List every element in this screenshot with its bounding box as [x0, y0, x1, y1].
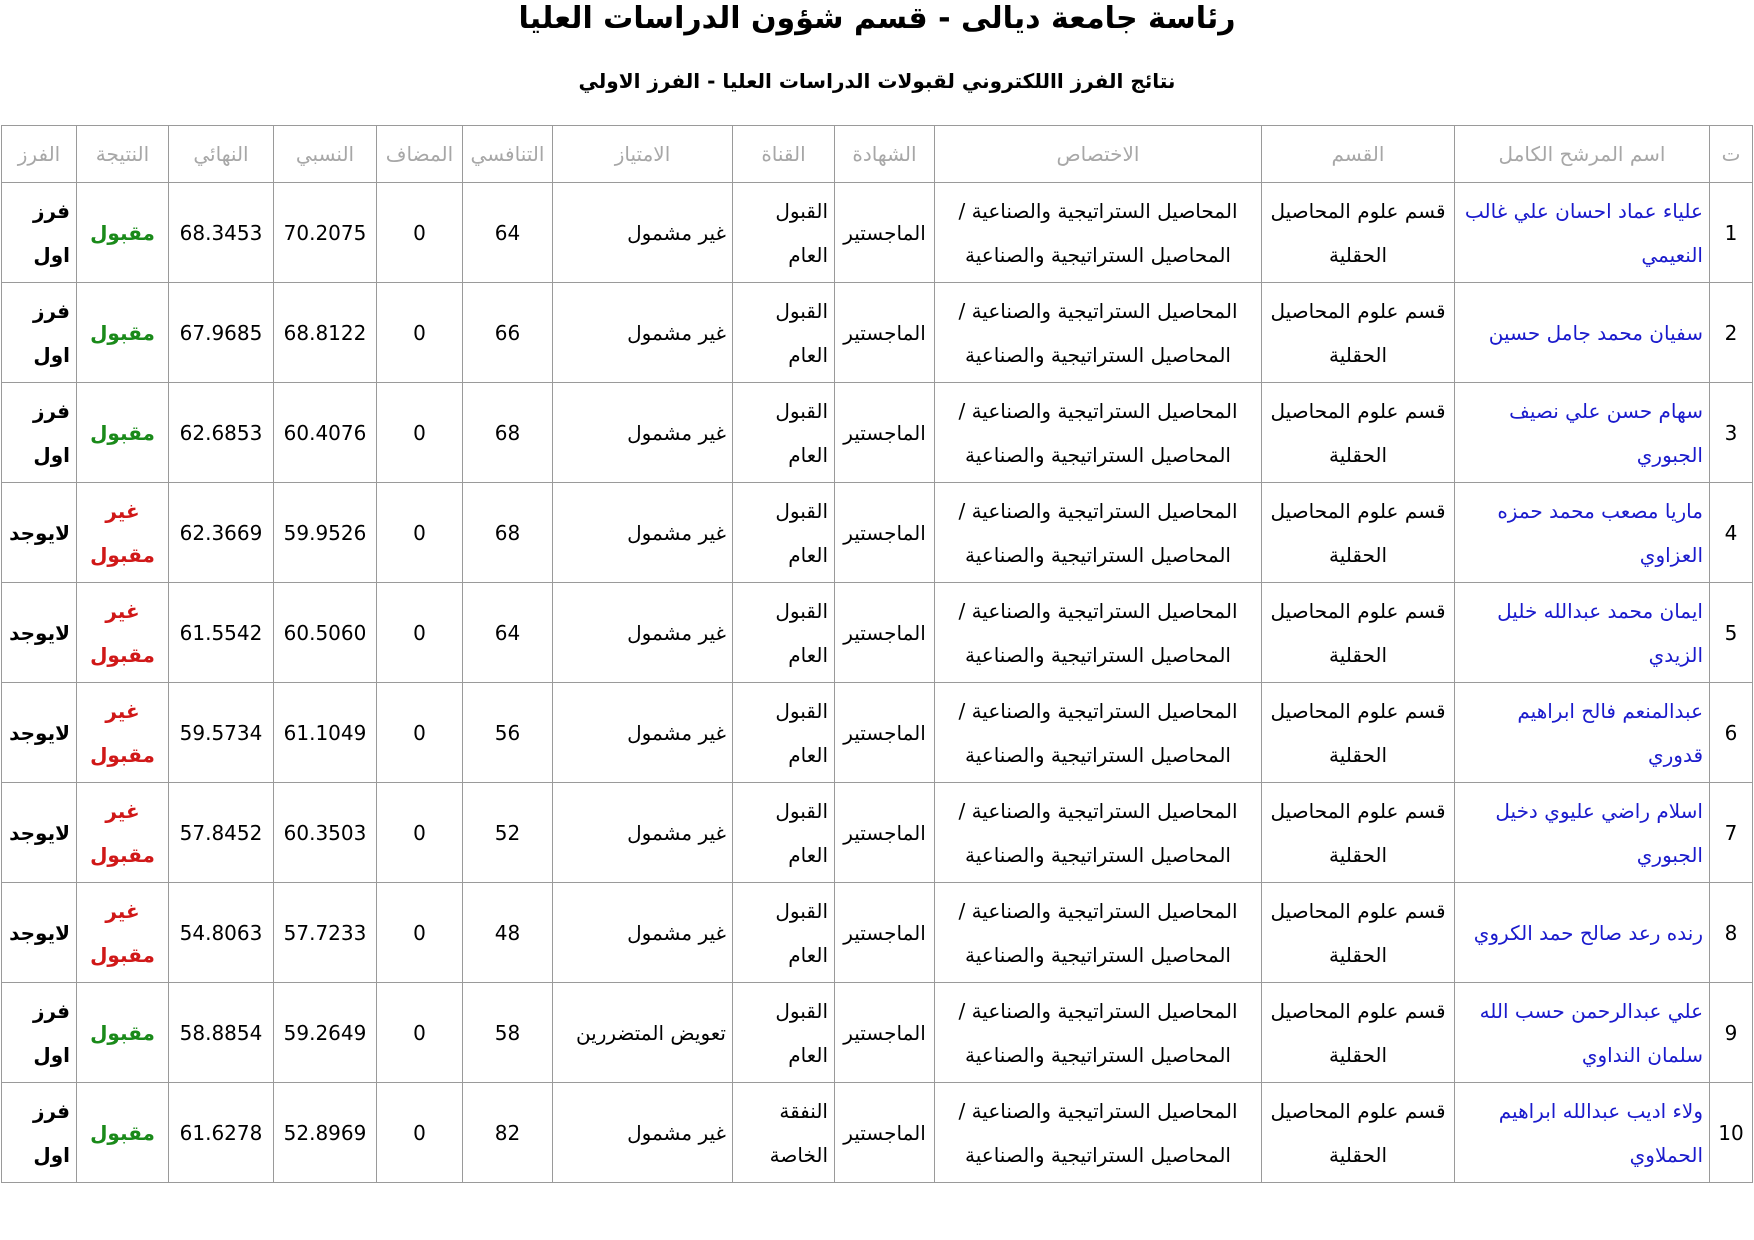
cell-sort: فرز اول [2, 1083, 77, 1183]
page-subtitle: نتائج الفرز االلكتروني لقبولات الدراسات العليا - الفرز الاولي [578, 69, 1176, 93]
cell-dept: قسم علوم المحاصيل الحقلية [1262, 383, 1455, 483]
cell-added: 0 [377, 683, 463, 783]
cell-name: علي عبدالرحمن حسب الله سلمان النداوي [1455, 983, 1710, 1083]
cell-cert: الماجستير [835, 1083, 935, 1183]
cell-name: سفيان محمد جامل حسين [1455, 283, 1710, 383]
cell-name: ولاء اديب عبدالله ابراهيم الحملاوي [1455, 1083, 1710, 1183]
cell-privilege: غير مشمول [553, 1083, 733, 1183]
cell-idx: 8 [1710, 883, 1753, 983]
cell-final: 58.8854 [169, 983, 274, 1083]
table-row [2, 683, 1753, 783]
col-header-idx: ت [1710, 126, 1753, 183]
cell-sort: فرز اول [2, 383, 77, 483]
cell-idx: 1 [1710, 183, 1753, 283]
cell-competitive: 64 [463, 183, 553, 283]
cell-competitive: 82 [463, 1083, 553, 1183]
table-row [2, 183, 1753, 283]
cell-final: 54.8063 [169, 883, 274, 983]
col-header-spec: الاختصاص [935, 126, 1262, 183]
cell-channel: القبول العام [733, 783, 835, 883]
cell-cert: الماجستير [835, 183, 935, 283]
cell-idx: 10 [1710, 1083, 1753, 1183]
cell-name: اسلام راضي عليوي دخيل الجبوري [1455, 783, 1710, 883]
cell-privilege: غير مشمول [553, 383, 733, 483]
cell-cert: الماجستير [835, 483, 935, 583]
cell-name: سهام حسن علي نصيف الجبوري [1455, 383, 1710, 483]
cell-cert: الماجستير [835, 283, 935, 383]
cell-name: ماريا مصعب محمد حمزه العزاوي [1455, 483, 1710, 583]
cell-cert: الماجستير [835, 783, 935, 883]
cell-idx: 9 [1710, 983, 1753, 1083]
cell-cert: الماجستير [835, 983, 935, 1083]
cell-sort: لايوجد [2, 883, 77, 983]
cell-dept: قسم علوم المحاصيل الحقلية [1262, 583, 1455, 683]
cell-added: 0 [377, 183, 463, 283]
cell-sort: فرز اول [2, 283, 77, 383]
cell-idx: 2 [1710, 283, 1753, 383]
cell-final: 57.8452 [169, 783, 274, 883]
cell-privilege: غير مشمول [553, 183, 733, 283]
cell-channel: القبول العام [733, 283, 835, 383]
cell-competitive: 64 [463, 583, 553, 683]
cell-sort: فرز اول [2, 183, 77, 283]
cell-competitive: 48 [463, 883, 553, 983]
cell-idx: 4 [1710, 483, 1753, 583]
cell-final: 62.6853 [169, 383, 274, 483]
col-header-result: النتيجة [77, 126, 169, 183]
cell-added: 0 [377, 883, 463, 983]
cell-channel: القبول العام [733, 583, 835, 683]
cell-sort: فرز اول [2, 983, 77, 1083]
page-title: رئاسة جامعة ديالى - قسم شؤون الدراسات العليا [518, 1, 1236, 36]
cell-cert: الماجستير [835, 883, 935, 983]
cell-sort: لايوجد [2, 783, 77, 883]
cell-sort: لايوجد [2, 483, 77, 583]
cell-privilege: تعويض المتضررين [553, 983, 733, 1083]
cell-dept: قسم علوم المحاصيل الحقلية [1262, 183, 1455, 283]
cell-privilege: غير مشمول [553, 883, 733, 983]
cell-final: 61.6278 [169, 1083, 274, 1183]
col-header-channel: القناة [733, 126, 835, 183]
cell-privilege: غير مشمول [553, 783, 733, 883]
cell-spec: المحاصيل الستراتيجية والصناعية / المحاصيل الستراتيجية والصناعية [935, 683, 1262, 783]
cell-spec: المحاصيل الستراتيجية والصناعية / المحاصيل الستراتيجية والصناعية [935, 183, 1262, 283]
cell-added: 0 [377, 283, 463, 383]
col-header-added: المضاف [377, 126, 463, 183]
cell-privilege: غير مشمول [553, 483, 733, 583]
cell-idx: 6 [1710, 683, 1753, 783]
cell-relative: 60.4076 [274, 383, 377, 483]
table-row [2, 283, 1753, 383]
cell-privilege: غير مشمول [553, 283, 733, 383]
cell-relative: 70.2075 [274, 183, 377, 283]
cell-result: مقبول [77, 283, 169, 383]
cell-result: غير مقبول [77, 883, 169, 983]
cell-name: عبدالمنعم فالح ابراهيم قدوري [1455, 683, 1710, 783]
table-header-row [2, 126, 1753, 183]
cell-channel: القبول العام [733, 183, 835, 283]
cell-channel: القبول العام [733, 983, 835, 1083]
cell-spec: المحاصيل الستراتيجية والصناعية / المحاصيل الستراتيجية والصناعية [935, 883, 1262, 983]
cell-dept: قسم علوم المحاصيل الحقلية [1262, 683, 1455, 783]
cell-dept: قسم علوم المحاصيل الحقلية [1262, 1083, 1455, 1183]
cell-spec: المحاصيل الستراتيجية والصناعية / المحاصيل الستراتيجية والصناعية [935, 383, 1262, 483]
cell-final: 61.5542 [169, 583, 274, 683]
cell-added: 0 [377, 583, 463, 683]
table-row [2, 1083, 1753, 1183]
cell-result: غير مقبول [77, 583, 169, 683]
cell-channel: القبول العام [733, 383, 835, 483]
cell-competitive: 66 [463, 283, 553, 383]
cell-channel: النفقة الخاصة [733, 1083, 835, 1183]
col-header-name: اسم المرشح الكامل [1455, 126, 1710, 183]
cell-spec: المحاصيل الستراتيجية والصناعية / المحاصيل الستراتيجية والصناعية [935, 483, 1262, 583]
cell-dept: قسم علوم المحاصيل الحقلية [1262, 883, 1455, 983]
cell-spec: المحاصيل الستراتيجية والصناعية / المحاصيل الستراتيجية والصناعية [935, 1083, 1262, 1183]
cell-dept: قسم علوم المحاصيل الحقلية [1262, 983, 1455, 1083]
cell-relative: 60.5060 [274, 583, 377, 683]
cell-result: غير مقبول [77, 683, 169, 783]
cell-spec: المحاصيل الستراتيجية والصناعية / المحاصيل الستراتيجية والصناعية [935, 583, 1262, 683]
results-table [1, 125, 1753, 1183]
cell-relative: 57.7233 [274, 883, 377, 983]
cell-competitive: 56 [463, 683, 553, 783]
cell-competitive: 58 [463, 983, 553, 1083]
cell-sort: لايوجد [2, 583, 77, 683]
cell-dept: قسم علوم المحاصيل الحقلية [1262, 783, 1455, 883]
cell-result: غير مقبول [77, 483, 169, 583]
cell-relative: 68.8122 [274, 283, 377, 383]
col-header-cert: الشهادة [835, 126, 935, 183]
cell-channel: القبول العام [733, 483, 835, 583]
cell-relative: 59.2649 [274, 983, 377, 1083]
table-row [2, 583, 1753, 683]
cell-result: مقبول [77, 983, 169, 1083]
cell-result: مقبول [77, 183, 169, 283]
cell-competitive: 68 [463, 483, 553, 583]
cell-added: 0 [377, 783, 463, 883]
col-header-final: النهائي [169, 126, 274, 183]
cell-final: 62.3669 [169, 483, 274, 583]
cell-idx: 5 [1710, 583, 1753, 683]
cell-channel: القبول العام [733, 683, 835, 783]
col-header-competitive: التنافسي [463, 126, 553, 183]
cell-channel: القبول العام [733, 883, 835, 983]
cell-relative: 59.9526 [274, 483, 377, 583]
cell-idx: 3 [1710, 383, 1753, 483]
cell-added: 0 [377, 1083, 463, 1183]
cell-name: رنده رعد صالح حمد الكروي [1455, 883, 1710, 983]
table-row [2, 783, 1753, 883]
cell-competitive: 52 [463, 783, 553, 883]
cell-privilege: غير مشمول [553, 683, 733, 783]
cell-idx: 7 [1710, 783, 1753, 883]
cell-cert: الماجستير [835, 383, 935, 483]
cell-name: علياء عماد احسان علي غالب النعيمي [1455, 183, 1710, 283]
cell-result: مقبول [77, 383, 169, 483]
cell-result: مقبول [77, 1083, 169, 1183]
cell-sort: لايوجد [2, 683, 77, 783]
cell-relative: 60.3503 [274, 783, 377, 883]
cell-name: ايمان محمد عبدالله خليل الزيدي [1455, 583, 1710, 683]
table-body [2, 183, 1753, 1183]
col-header-sort: الفرز [2, 126, 77, 183]
table-row [2, 883, 1753, 983]
cell-relative: 52.8969 [274, 1083, 377, 1183]
cell-dept: قسم علوم المحاصيل الحقلية [1262, 283, 1455, 383]
cell-added: 0 [377, 383, 463, 483]
col-header-dept: القسم [1262, 126, 1455, 183]
table-row [2, 383, 1753, 483]
cell-final: 68.3453 [169, 183, 274, 283]
cell-privilege: غير مشمول [553, 583, 733, 683]
cell-competitive: 68 [463, 383, 553, 483]
cell-added: 0 [377, 483, 463, 583]
cell-dept: قسم علوم المحاصيل الحقلية [1262, 483, 1455, 583]
cell-final: 59.5734 [169, 683, 274, 783]
table-row [2, 483, 1753, 583]
table-row [2, 983, 1753, 1083]
cell-spec: المحاصيل الستراتيجية والصناعية / المحاصيل الستراتيجية والصناعية [935, 283, 1262, 383]
col-header-relative: النسبي [274, 126, 377, 183]
cell-added: 0 [377, 983, 463, 1083]
cell-final: 67.9685 [169, 283, 274, 383]
cell-cert: الماجستير [835, 683, 935, 783]
cell-relative: 61.1049 [274, 683, 377, 783]
col-header-privilege: الامتياز [553, 126, 733, 183]
cell-result: غير مقبول [77, 783, 169, 883]
cell-spec: المحاصيل الستراتيجية والصناعية / المحاصيل الستراتيجية والصناعية [935, 983, 1262, 1083]
cell-cert: الماجستير [835, 583, 935, 683]
cell-spec: المحاصيل الستراتيجية والصناعية / المحاصيل الستراتيجية والصناعية [935, 783, 1262, 883]
